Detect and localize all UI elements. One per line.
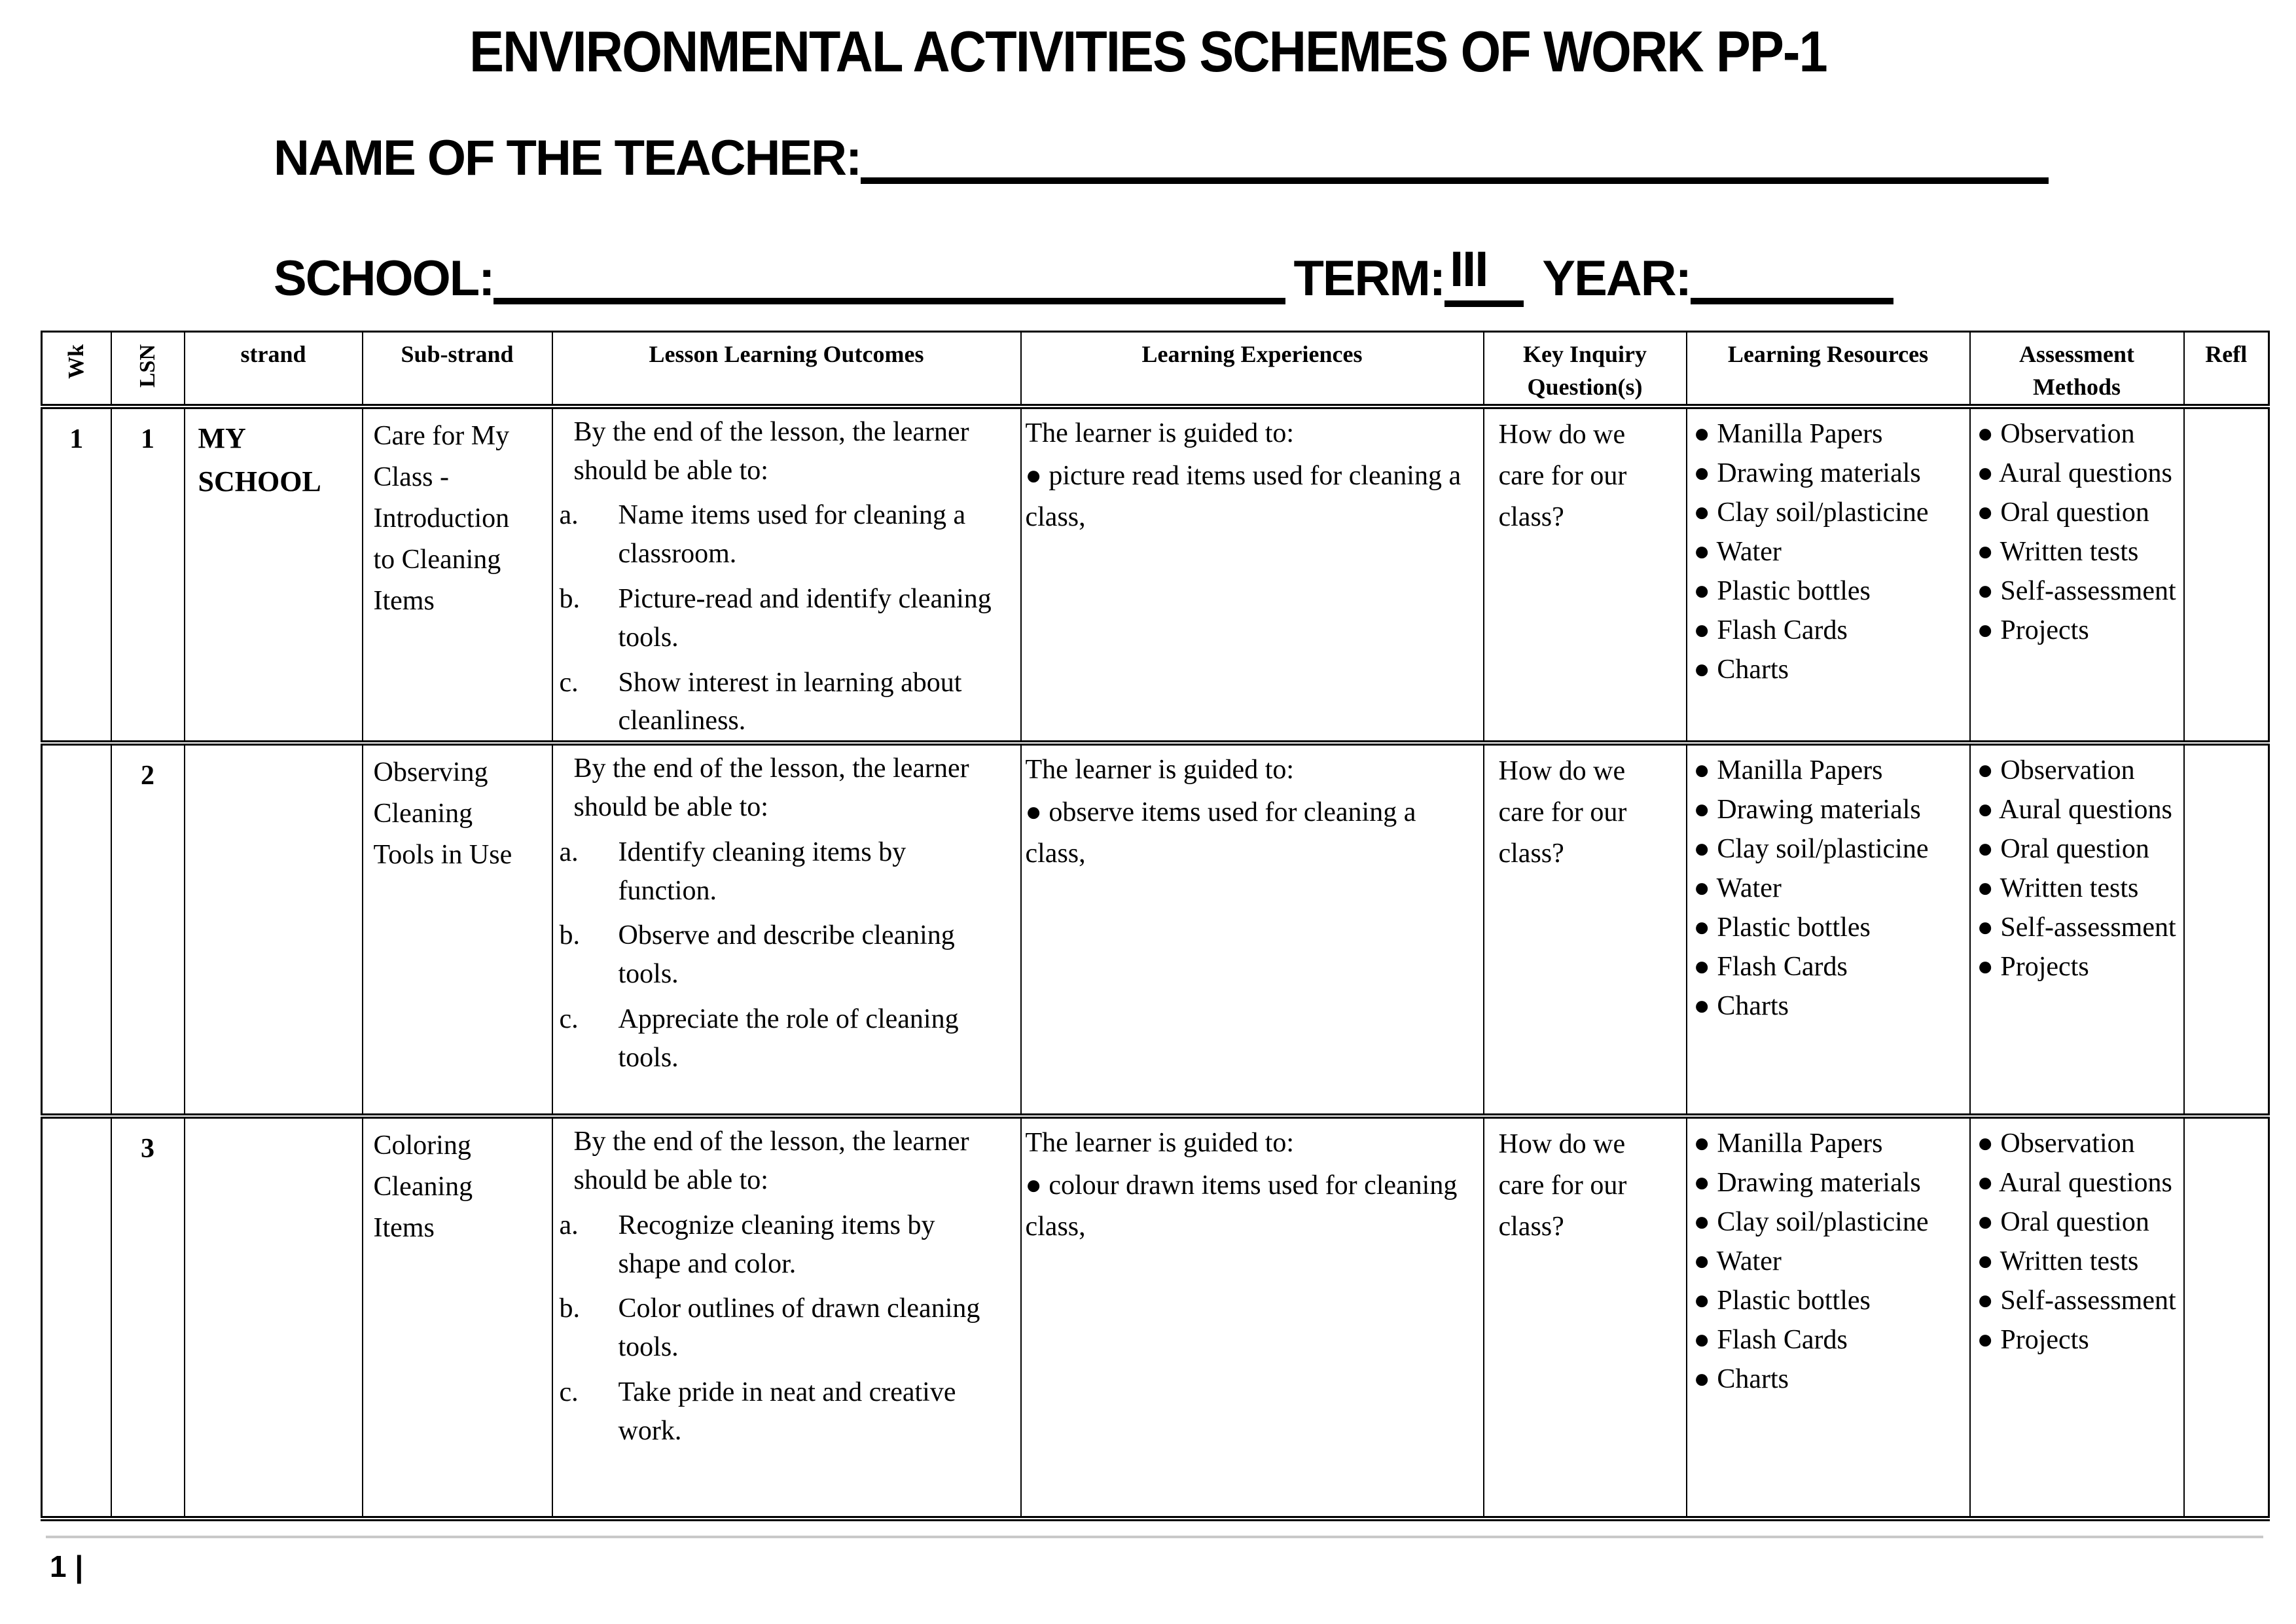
experiences-cell <box>1021 406 1484 743</box>
footer-divider <box>46 1536 2263 1538</box>
experiences-cell <box>1021 1116 1484 1519</box>
key-inquiry-cell: How do we care for our class? <box>1484 743 1687 1116</box>
table-body <box>42 406 2269 1519</box>
outcomes-cell <box>552 406 1021 743</box>
resource-item: ● Plastic bottles <box>1693 912 1871 943</box>
assessment-item: ● Self-assessment <box>1977 575 2176 606</box>
assessment-item: ● Projects <box>1977 951 2089 982</box>
resource-item: ● Clay soil/plasticine <box>1693 1207 1929 1238</box>
year-blank-field <box>1691 291 1893 304</box>
resource-item: ● Clay soil/plasticine <box>1693 834 1929 865</box>
assessment-item: ● Observation <box>1977 755 2135 786</box>
sub-strand-cell: Observing Cleaning Tools in Use <box>363 743 552 1116</box>
lsn-cell: 3 <box>111 1116 185 1519</box>
refl-cell <box>2184 743 2269 1116</box>
school-term-year-line <box>274 241 2080 307</box>
header-learning-resources: Learning Resources <box>1687 332 1970 406</box>
outcomes-cell <box>552 743 1021 1116</box>
outcome-item <box>556 1206 1016 1284</box>
outcome-text: Picture-read and identify cleaning tools. <box>618 583 992 653</box>
outcome-marker: c. <box>559 667 579 698</box>
experience-item: ● colour drawn items used for cleaning class, <box>1025 1170 1458 1242</box>
header-lsn <box>111 332 185 406</box>
header-refl: Refl <box>2184 332 2269 406</box>
header-assessment-methods: Assessment Methods <box>1970 332 2184 406</box>
experience-item: ● picture read items used for cleaning a class, <box>1025 460 1462 532</box>
header-key-inquiry-questions: Key Inquiry Question(s) <box>1484 332 1687 406</box>
key-inquiry-cell: How do we care for our class? <box>1484 1116 1687 1519</box>
outcomes-cell <box>552 1116 1021 1519</box>
outcome-text: Identify cleaning items by function. <box>618 837 906 906</box>
experiences-intro: The learner is guided to: <box>1025 755 1295 785</box>
outcome-item <box>556 496 1016 573</box>
term-value: III <box>1444 241 1524 307</box>
outcomes-intro: By the end of the lesson, the learner should be able to: <box>573 416 969 486</box>
resource-item: ● Manilla Papers <box>1693 755 1883 786</box>
resources-cell <box>1687 1116 1970 1519</box>
sub-strand-cell: Care for My Class - Introduction to Cleaning Items <box>363 406 552 743</box>
assessment-item: ● Aural questions <box>1977 795 2172 825</box>
outcome-marker: c. <box>559 1377 579 1407</box>
assessment-item: ● Written tests <box>1977 536 2139 567</box>
assessment-item: ● Observation <box>1977 418 2135 449</box>
table-header <box>42 332 2269 406</box>
outcome-text: Recognize cleaning items by shape and color. <box>618 1210 935 1279</box>
refl-cell <box>2184 406 2269 743</box>
resource-item: ● Flash Cards <box>1693 615 1848 645</box>
teacher-name-blank-field <box>861 171 2049 184</box>
lsn-cell: 2 <box>111 743 185 1116</box>
assessment-item: ● Oral question <box>1977 834 2149 865</box>
resource-item: ● Charts <box>1693 1363 1789 1394</box>
strand-cell <box>185 1116 363 1519</box>
assessment-item: ● Aural questions <box>1977 458 2172 488</box>
resource-item: ● Drawing materials <box>1693 795 1921 825</box>
sub-strand-cell: Coloring Cleaning Items <box>363 1116 552 1519</box>
assessment-item: ● Written tests <box>1977 1246 2139 1277</box>
resource-item: ● Drawing materials <box>1693 458 1921 488</box>
resource-item: ● Clay soil/plasticine <box>1693 497 1929 528</box>
outcome-marker: b. <box>559 583 580 614</box>
schemes-of-work-table <box>41 331 2270 1521</box>
outcome-item <box>556 833 1016 911</box>
resource-item: ● Plastic bottles <box>1693 1285 1871 1316</box>
year-label: YEAR: <box>1542 251 1691 306</box>
resource-item: ● Manilla Papers <box>1693 1128 1883 1159</box>
experiences-cell <box>1021 743 1484 1116</box>
header-lesson-learning-outcomes: Lesson Learning Outcomes <box>552 332 1021 406</box>
header-lsn-label: LSN <box>135 344 160 388</box>
outcome-text: Take pride in neat and creative work. <box>618 1377 956 1446</box>
outcome-marker: a. <box>559 837 579 867</box>
lsn-cell: 1 <box>111 406 185 743</box>
refl-cell <box>2184 1116 2269 1519</box>
outcome-marker: a. <box>559 500 579 531</box>
outcome-item <box>556 1290 1016 1367</box>
outcome-text: Color outlines of drawn cleaning tools. <box>618 1293 980 1363</box>
resources-cell <box>1687 406 1970 743</box>
resource-item: ● Drawing materials <box>1693 1168 1921 1199</box>
outcomes-intro: By the end of the lesson, the learner should be able to: <box>573 1127 969 1195</box>
resource-item: ● Charts <box>1693 990 1789 1021</box>
outcome-item <box>556 1000 1016 1077</box>
assessment-item: ● Observation <box>1977 1128 2135 1159</box>
header-sub-strand: Sub-strand <box>363 332 552 406</box>
assessment-cell <box>1970 1116 2184 1519</box>
outcome-item <box>556 1373 1016 1451</box>
outcome-marker: a. <box>559 1210 579 1240</box>
outcome-item <box>556 916 1016 994</box>
outcome-marker: b. <box>559 920 580 951</box>
resource-item: ● Manilla Papers <box>1693 418 1883 449</box>
resource-item: ● Charts <box>1693 654 1789 685</box>
resource-item: ● Flash Cards <box>1693 1324 1848 1355</box>
outcome-marker: b. <box>559 1293 580 1324</box>
resource-item: ● Water <box>1693 536 1782 567</box>
term-label: TERM: <box>1293 251 1445 306</box>
experience-item: ● observe items used for cleaning a class, <box>1025 797 1416 869</box>
teacher-name-label: NAME OF THE TEACHER: <box>274 130 861 186</box>
assessment-item: ● Projects <box>1977 1324 2089 1355</box>
header-wk <box>42 332 111 406</box>
resources-cell <box>1687 743 1970 1116</box>
outcome-text: Show interest in learning about cleanliness. <box>618 667 962 736</box>
resource-item: ● Plastic bottles <box>1693 575 1871 606</box>
wk-cell <box>42 1116 111 1519</box>
key-inquiry-cell: How do we care for our class? <box>1484 406 1687 743</box>
outcome-item <box>556 580 1016 657</box>
school-label: SCHOOL: <box>274 251 494 306</box>
header-row <box>42 332 2269 406</box>
assessment-item: ● Aural questions <box>1977 1168 2172 1199</box>
outcome-marker: c. <box>559 1003 579 1034</box>
wk-cell <box>42 743 111 1116</box>
wk-cell: 1 <box>42 406 111 743</box>
outcome-text: Appreciate the role of cleaning tools. <box>618 1003 959 1073</box>
strand-cell <box>185 743 363 1116</box>
assessment-item: ● Self-assessment <box>1977 912 2176 943</box>
outcome-text: Name items used for cleaning a classroom. <box>618 500 966 569</box>
assessment-item: ● Oral question <box>1977 1207 2149 1238</box>
header-wk-label: Wk <box>63 344 88 379</box>
header-strand: strand <box>185 332 363 406</box>
assessment-item: ● Written tests <box>1977 873 2139 904</box>
page-number: 1 | <box>50 1549 84 1583</box>
table-row <box>42 743 2269 1116</box>
assessment-item: ● Oral question <box>1977 497 2149 528</box>
table-row <box>42 1116 2269 1519</box>
header-learning-experiences: Learning Experiences <box>1021 332 1484 406</box>
assessment-item: ● Projects <box>1977 615 2089 645</box>
teacher-name-line <box>274 130 2049 187</box>
outcome-item <box>556 664 1016 741</box>
strand-cell: MY SCHOOL <box>185 406 363 743</box>
assessment-item: ● Self-assessment <box>1977 1285 2176 1316</box>
experiences-intro: The learner is guided to: <box>1025 418 1295 448</box>
assessment-cell <box>1970 406 2184 743</box>
experiences-intro: The learner is guided to: <box>1025 1128 1295 1159</box>
resource-item: ● Flash Cards <box>1693 951 1848 982</box>
resource-item: ● Water <box>1693 1246 1782 1277</box>
table-row <box>42 406 2269 743</box>
resource-item: ● Water <box>1693 873 1782 904</box>
school-blank-field <box>493 291 1285 304</box>
outcomes-intro: By the end of the lesson, the learner should be able to: <box>573 753 969 822</box>
assessment-cell <box>1970 743 2184 1116</box>
outcome-text: Observe and describe cleaning tools. <box>618 920 955 990</box>
page-title: ENVIRONMENTAL ACTIVITIES SCHEMES OF WORK PP-1 <box>469 19 1827 84</box>
